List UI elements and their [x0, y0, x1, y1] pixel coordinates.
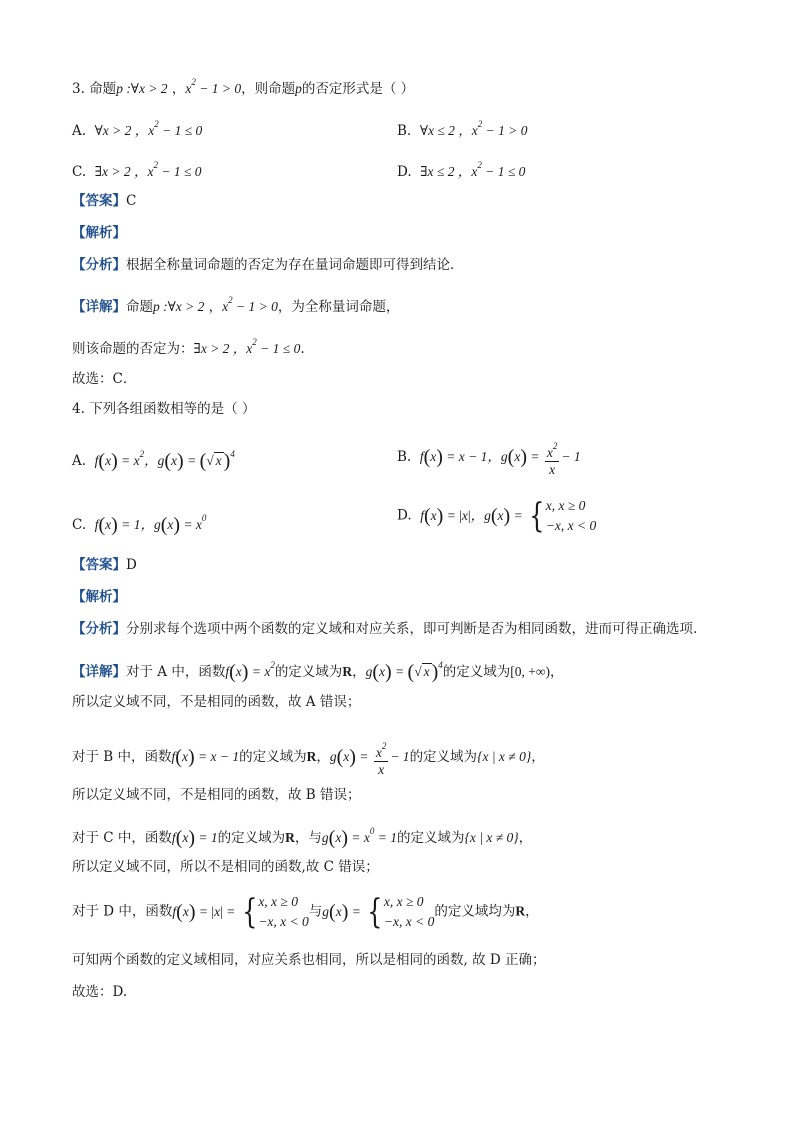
- q3-option-d-label: D.: [397, 164, 412, 180]
- q3-option-d: [397, 155, 525, 182]
- q4-detail-d-conclusion: 可知两个函数的定义域相同，对应关系也相同，所以是相同的函数, 故 D 正确；: [72, 952, 546, 968]
- q4-option-a-math: $f(x) = x^2$，g(x) = (√ x )$^4$: [94, 449, 235, 472]
- q4-fenxi: 【分析】分别求每个选项中两个函数的定义域和对应关系，即可判断是否为相同函数，进而可得正确选项.: [72, 621, 698, 637]
- q4-stem: [72, 399, 255, 419]
- q3-conclusion: 故选：C．: [72, 371, 137, 387]
- q3-number: 3.: [72, 81, 85, 97]
- q3-option-a: [72, 114, 202, 141]
- q3-answer-value: C: [126, 193, 137, 209]
- q3-fenxi: 【分析】根据全称量词命题的否定为存在量词命题即可得到结论．: [72, 257, 464, 273]
- q4-answer-value: D: [126, 557, 137, 573]
- q3-option-d-math: ∃x ≤ 2 ，$x^2 - 1 \le 0$: [420, 160, 526, 179]
- q3-answer: [72, 191, 136, 211]
- q3-stem-math: p :∀x > 2: [116, 81, 168, 96]
- q3-analysis-heading: 【解析】: [72, 225, 126, 241]
- q4-option-d: D. f(x) = |x|，g(x) = { x, x ≥ 0 −x, x < 0: [397, 496, 597, 536]
- q4-stem-text: 下列各组函数相等的是（ ）: [89, 401, 256, 417]
- q3-stem-p: p: [295, 81, 302, 96]
- q3-option-b: [397, 114, 527, 141]
- q4-detail-c: 对于 C 中，函数f(x) = 1的定义域为R，与$g(x) = x^0 = 1$的定义域为{x | x ≠ 0}，: [72, 826, 533, 849]
- q4-option-a: A. $f(x) = x^2$，g(x) = (√ x )$^4$: [72, 449, 235, 472]
- q3-answer-tag: 【答案】: [72, 193, 126, 209]
- q4-analysis-heading: 【解析】: [72, 589, 126, 605]
- q3-stem-text-a: 命题: [89, 81, 117, 97]
- q3-stem-text-c: 的否定形式是（ ）: [301, 81, 415, 97]
- q4-number: 4.: [72, 401, 85, 417]
- q4-option-d-math: f(x) = |x|，g(x) =: [420, 504, 527, 527]
- q3-option-a-label: A.: [72, 123, 87, 139]
- q3-option-b-math: ∀x ≤ 2 ，$x^2 - 1 > 0$: [419, 119, 528, 138]
- q3-stem: 3. 命题p :∀x > 2 ，$x^2 - 1 > 0$，则命题p的否定形式是（ ）: [72, 77, 415, 97]
- q4-detail-b: 对于 B 中，函数f(x) = x − 1的定义域为R，g(x) = $\frac{x^2}{x}$ − 1的定义域为{x | x ≠ 0}，: [72, 738, 545, 778]
- q4-option-b: B. f(x) = x − 1，g(x) = $\frac{x^2}{x}$ − 1: [397, 438, 581, 478]
- q4-option-b-math: f(x) = x − 1，g(x) = $\frac{x^2}{x}$ − 1: [420, 449, 581, 464]
- q4-detail-a: 【详解】对于 A 中，函数$f(x) = x^2$的定义域为R，g(x) = (√ x )$^4$的定义域为[0, +∞)，: [72, 660, 564, 683]
- q4-conclusion: 故选：D.: [72, 984, 128, 1000]
- q3-option-c: [72, 155, 202, 182]
- q3-stem-text-b: ，则命题: [241, 81, 296, 97]
- q3-option-b-label: B.: [397, 123, 412, 139]
- q3-negation: 则该命题的否定为：∃x > 2 ，$x^2 - 1 \le 0$.: [72, 337, 305, 357]
- q3-detail: 【详解】命题p :∀x > 2 ，$x^2 - 1 > 0$，为全称量词命题，: [72, 295, 400, 315]
- q4-detail-c-conclusion: 所以定义域不同，所以不是相同的函数,故 C 错误；: [72, 859, 379, 875]
- q3-option-a-math: ∀x > 2 ，$x^2 - 1 \le 0$: [94, 119, 203, 138]
- q4-answer: 【答案】D: [72, 557, 137, 573]
- q4-option-c-math: f(x) = 1，$g(x) = x^0$: [94, 513, 207, 536]
- q4-option-c: C. f(x) = 1，$g(x) = x^0$: [72, 513, 207, 536]
- q4-detail-d: 对于 D 中，函数f(x) = |x| = { x, x ≥ 0 −x, x < 0 与g(x) = { x, x ≥ 0 −x, x < 0 的定义域均为R，: [72, 892, 539, 932]
- q3-option-c-math: ∃x > 2 ，$x^2 - 1 \le 0$: [94, 160, 202, 179]
- q4-detail-a-conclusion: 所以定义域不同，不是相同的函数，故 A 错误；: [72, 694, 361, 710]
- q3-option-c-label: C.: [72, 164, 87, 180]
- q4-detail-b-conclusion: 所以定义域不同，不是相同的函数，故 B 错误；: [72, 787, 361, 803]
